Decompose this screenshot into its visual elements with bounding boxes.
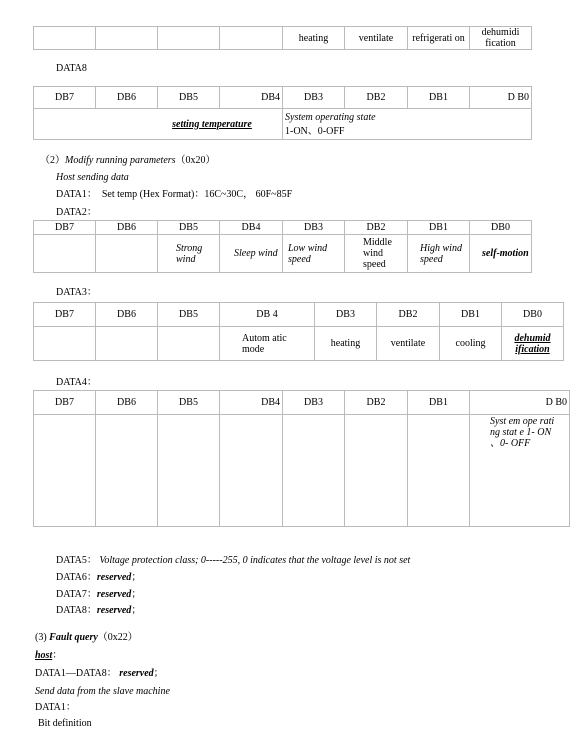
data8-header-db5: DB5 [158,87,220,109]
data4-header-db7: DB7 [34,391,96,415]
section3-title: Fault query [49,632,98,643]
top-cell-refrigeration: refrigerati on [408,27,470,50]
data2-cell-middle-wind-speed: Middle wind speed [345,235,408,273]
data2-header-db1: DB1 [408,221,470,235]
data4-label: DATA4： [56,377,97,388]
data8-state-values: 1-ON、0-OFF [285,126,345,137]
data2-header-db2: DB2 [345,221,408,235]
data8-header-db0: D B0 [470,87,532,109]
data4-state-text: Syst em ope rati ng stat e 1- ON 、0- OFF [490,416,555,449]
data2-cell-db7 [34,235,96,273]
section3-host-colon: ： [52,650,63,661]
top-cell-ventilate: ventilate [345,27,408,50]
data3-header-db3: DB3 [315,303,377,327]
data3-header-db5: DB5 [158,303,220,327]
data2-header-db6: DB6 [96,221,158,235]
data3-cell-ventilate: ventilate [377,327,440,361]
data8-table [33,86,532,140]
section3-data1-8-semi: ； [153,668,164,679]
data4-cell-system-operating-state [470,415,570,527]
data4-cell-db7 [34,415,96,527]
data6-label: DATA6： [56,572,97,583]
section2-data2-label: DATA2： [56,207,97,218]
data2-cell-low-wind-speed: Low wind speed [283,235,345,273]
data4-header-db5: DB5 [158,391,220,415]
data8-state-title: System operating state [285,112,376,123]
data4-header-db3: DB3 [283,391,345,415]
top-cell-2 [158,27,220,50]
data8-semi: ； [131,605,142,616]
section3-host: host [35,650,53,661]
data2-header-db0: DB0 [470,221,532,235]
section2-code: （0x20） [175,155,216,166]
data4-table [33,390,570,527]
data4-header-db1: DB1 [408,391,470,415]
data5-label: DATA5： [56,555,97,566]
section2-title: Modify running parameters [65,155,176,166]
data2-header-db5: DB5 [158,221,220,235]
section3-host-line [35,650,62,662]
data3-header-db6: DB6 [96,303,158,327]
data6-line [56,572,141,584]
data4-cell-db3 [283,415,345,527]
data2-cell-db6 [96,235,158,273]
data3-cell-db6 [96,327,158,361]
data3-cell-cooling: cooling [440,327,502,361]
data4-header-db6: DB6 [96,391,158,415]
data4-header-db4: DB4 [220,391,283,415]
data4-cell-db4 [220,415,283,527]
data4-header-db2: DB2 [345,391,408,415]
data8-header-db4: DB4 [220,87,283,109]
data3-header-db7: DB7 [34,303,96,327]
top-table [33,26,532,50]
data2-header-db3: DB3 [283,221,345,235]
data3-cell-dehumidification: dehumid ification [502,327,564,361]
data3-cell-db7 [34,327,96,361]
top-cell-heating: heating [283,27,345,50]
section3-bit-definition: Bit definition [38,718,92,729]
data2-cell-strong-wind: Strong wind [158,235,220,273]
data8-header-db3: DB3 [283,87,345,109]
data6-text: reserved [96,572,132,583]
section3-code: （0x22） [97,632,138,643]
data7-text: reserved [96,589,132,600]
section2-host-sending: Host sending data [56,172,129,183]
top-cell-1 [96,27,158,50]
section3-data1-label: DATA1： [35,702,76,713]
data4-cell-db5 [158,415,220,527]
data8-header-db6: DB6 [96,87,158,109]
section3-data1-8-line [35,668,164,680]
section2-heading [40,155,216,167]
data3-header-db1: DB1 [440,303,502,327]
data2-cell-self-motion: self-motion [470,235,532,273]
data8-header-db2: DB2 [345,87,408,109]
data8-header-db7: DB7 [34,87,96,109]
data7-semi: ； [131,589,142,600]
data3-header-db2: DB2 [377,303,440,327]
data3-header-db0: DB0 [502,303,564,327]
data7-line [56,589,141,601]
top-cell-3 [220,27,283,50]
data4-cell-db2 [345,415,408,527]
data6-semi: ； [131,572,142,583]
data2-cell-sleep-wind: Sleep wind [220,235,283,273]
data4-cell-db6 [96,415,158,527]
data8-setting-temperature: setting temperature [34,109,283,140]
data3-header-db4: DB 4 [220,303,315,327]
top-cell-0 [34,27,96,50]
data2-header-db4: DB4 [220,221,283,235]
data5-text: Voltage protection class; 0-----255, 0 indicates that the voltage level is not set [99,555,411,566]
data7-label: DATA7： [56,589,97,600]
section2-data1 [56,189,292,201]
data8-line-label: DATA8： [56,605,97,616]
section3-data1-8-text: reserved [119,668,154,679]
data3-label: DATA3： [56,287,97,298]
section2-data1-label: DATA1： [56,189,97,200]
section3-data1-8-label: DATA1—DATA8： [35,668,117,679]
data4-cell-db1 [408,415,470,527]
data3-cell-automatic-mode: Autom atic mode [220,327,315,361]
data8-line [56,605,141,617]
section3-send-slave: Send data from the slave machine [35,686,170,697]
section2-number: （2） [40,155,65,166]
data8-line-text: reserved [96,605,132,616]
data2-table [33,220,532,273]
data3-cell-heating: heating [315,327,377,361]
section2-data1-text: Set temp (Hex Format)：16C~30C， 60F~85F [101,189,293,200]
section3-number: (3) [35,632,47,643]
data3-table [33,302,564,361]
data8-header-db1: DB1 [408,87,470,109]
top-cell-dehumidification: dehumidi fication [470,27,532,50]
data8-label: DATA8 [56,63,87,74]
data2-header-db7: DB7 [34,221,96,235]
data2-cell-high-wind-speed: High wind speed [408,235,470,273]
section3-heading [35,632,138,644]
data4-header-db0: D B0 [470,391,570,415]
data3-cell-db5 [158,327,220,361]
data5-line [56,555,410,567]
